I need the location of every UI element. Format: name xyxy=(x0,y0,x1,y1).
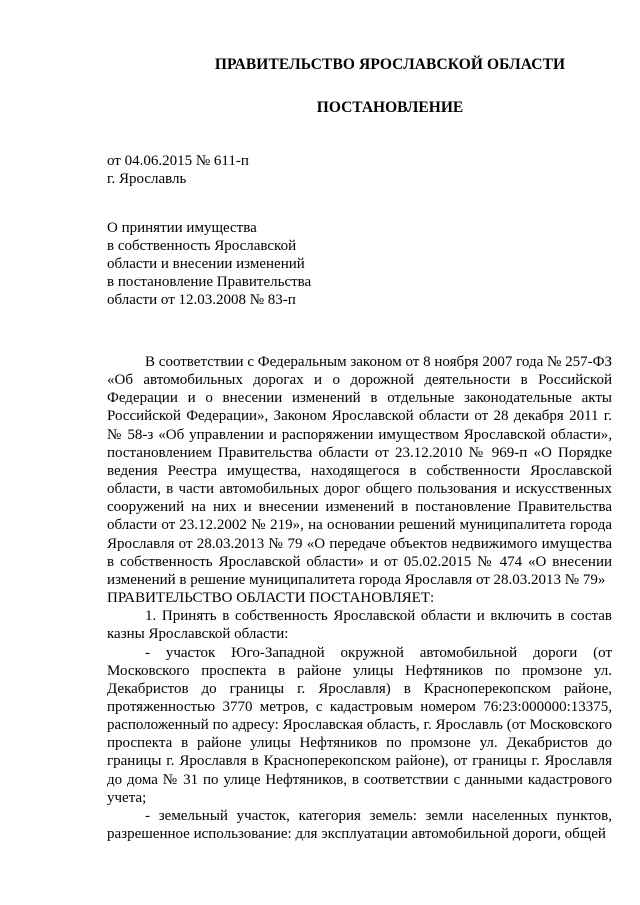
item-1a-paragraph: - участок Юго-Западной окружной автомобильной дороги (от Московского проспекта в районе улицы Нефтяников по промзоне ул. Декабристов до границы г. Ярославля) в Красноперекопском районе, протяженностью 3770 метров, с кадастровым номером 76:23:000000:13375, расположенный по адресу: Ярославская область, г. Ярославль (от Московского проспекта в районе улицы Нефтяников по промзоне ул. Декабристов до границы г. Ярославля в Красноперекопском районе), от границы г. Ярославля до дома № 31 по улице Нефтяников, в соответствии с данными кадастрового учета; xyxy=(107,644,612,806)
resolves-paragraph: ПРАВИТЕЛЬСТВО ОБЛАСТИ ПОСТАНОВЛЯЕТ: xyxy=(107,590,435,607)
city: г. Ярославль xyxy=(107,171,187,187)
org-heading: ПРАВИТЕЛЬСТВО ЯРОСЛАВСКОЙ ОБЛАСТИ xyxy=(214,56,566,73)
document-body xyxy=(107,353,612,843)
subject-line: области от 12.03.2008 № 83-п xyxy=(107,292,296,308)
document-subject xyxy=(107,219,311,309)
document-meta xyxy=(107,152,249,188)
subject-line: О принятии имущества xyxy=(107,220,257,236)
doc-type-heading: ПОСТАНОВЛЕНИЕ xyxy=(316,99,464,116)
item-1-paragraph: 1. Принять в собственность Ярославской области и включить в состав казны Ярославской области: xyxy=(107,608,612,643)
date-number: от 04.06.2015 № 611-п xyxy=(107,153,249,169)
subject-line: области и внесении изменений xyxy=(107,256,305,272)
preamble-paragraph: В соответствии с Федеральным законом от 8 ноября 2007 года № 257-ФЗ «Об автомобильных дорогах и о дорожной деятельности в Российской Федерации и о внесении изменений в отдельные законодательные акты Российской Федерации», Законом Ярославской области от 28 декабря 2011 г. № 58-з «Об управлении и распоряжении имуществом Ярославской области», постановлением Правительства области от 23.12.2010 № 969-п «О Порядке ведения Реестра имущества, находящегося в собственности Ярославской области, в части автомобильных дорог общего пользования и искусственных сооружений на них и внесении изменений в постановление Правительства области от 23.12.2002 № 219», на основании решений муниципалитета города Ярославля от 28.03.2013 № 79 «О передаче объектов недвижимого имущества в собственность Ярославской области» и от 05.02.2015 № 474 «О внесении изменений в решение муниципалитета города Ярославля от 28.03.2013 № 79» xyxy=(107,354,612,588)
item-1b-paragraph: - земельный участок, категория земель: земли населенных пунктов, разрешенное использование: для эксплуатации автомобильной дороги, общей xyxy=(107,807,612,843)
subject-line: в постановление Правительства xyxy=(107,274,312,290)
subject-line: в собственность Ярославской xyxy=(107,238,297,254)
